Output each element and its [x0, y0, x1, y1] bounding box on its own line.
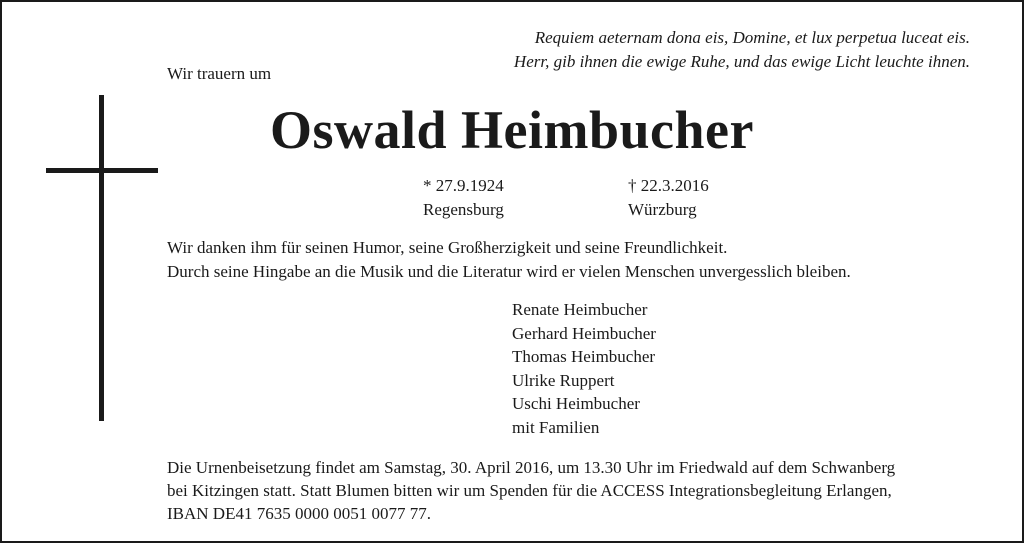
cross-horizontal-bar — [46, 168, 158, 173]
mourner-name: Thomas Heimbucher — [512, 347, 656, 366]
gratitude-line: Durch seine Hingabe an die Musik und die Literatur wird er vielen Menschen unvergesslich bleiben. — [167, 262, 851, 281]
birth-date: * 27.9.1924 — [423, 176, 504, 195]
service-details — [167, 456, 895, 525]
death-date: † 22.3.2016 — [628, 176, 709, 195]
service-line: IBAN DE41 7635 0000 0051 0077 77. — [167, 504, 431, 523]
mourning-intro: Wir trauern um — [167, 64, 272, 83]
service-line: Die Urnenbeisetzung findet am Samstag, 30. April 2016, um 13.30 Uhr im Friedwald auf dem Schwanberg — [167, 458, 896, 477]
motto-line-latin: Requiem aeternam dona eis, Domine, et lux perpetua luceat eis. — [534, 28, 970, 47]
mourner-name: Ulrike Ruppert — [512, 370, 615, 390]
latin-motto — [514, 26, 970, 74]
birth-place: Regensburg — [423, 200, 504, 219]
birth-info — [423, 174, 504, 222]
mourner-name: Gerhard Heimbucher — [512, 323, 656, 343]
gratitude-text — [167, 236, 851, 284]
mourner-name: Renate Heimbucher — [512, 300, 648, 319]
gratitude-line: Wir danken ihm für seinen Humor, seine Großherzigkeit und seine Freundlichkeit. — [167, 238, 728, 257]
mourners-list — [512, 298, 656, 439]
death-place: Würzburg — [628, 200, 697, 219]
mourner-name: Uschi Heimbucher — [512, 394, 640, 413]
deceased-name: Oswald Heimbucher — [269, 100, 754, 160]
death-info — [628, 174, 709, 222]
mourner-name: mit Familien — [512, 417, 600, 437]
service-line: bei Kitzingen statt. Statt Blumen bitten wir um Spenden für die ACCESS Integrationsbegleitung Erlangen, — [167, 481, 892, 500]
motto-line-german: Herr, gib ihnen die ewige Ruhe, und das ewige Licht leuchte ihnen. — [513, 52, 970, 71]
